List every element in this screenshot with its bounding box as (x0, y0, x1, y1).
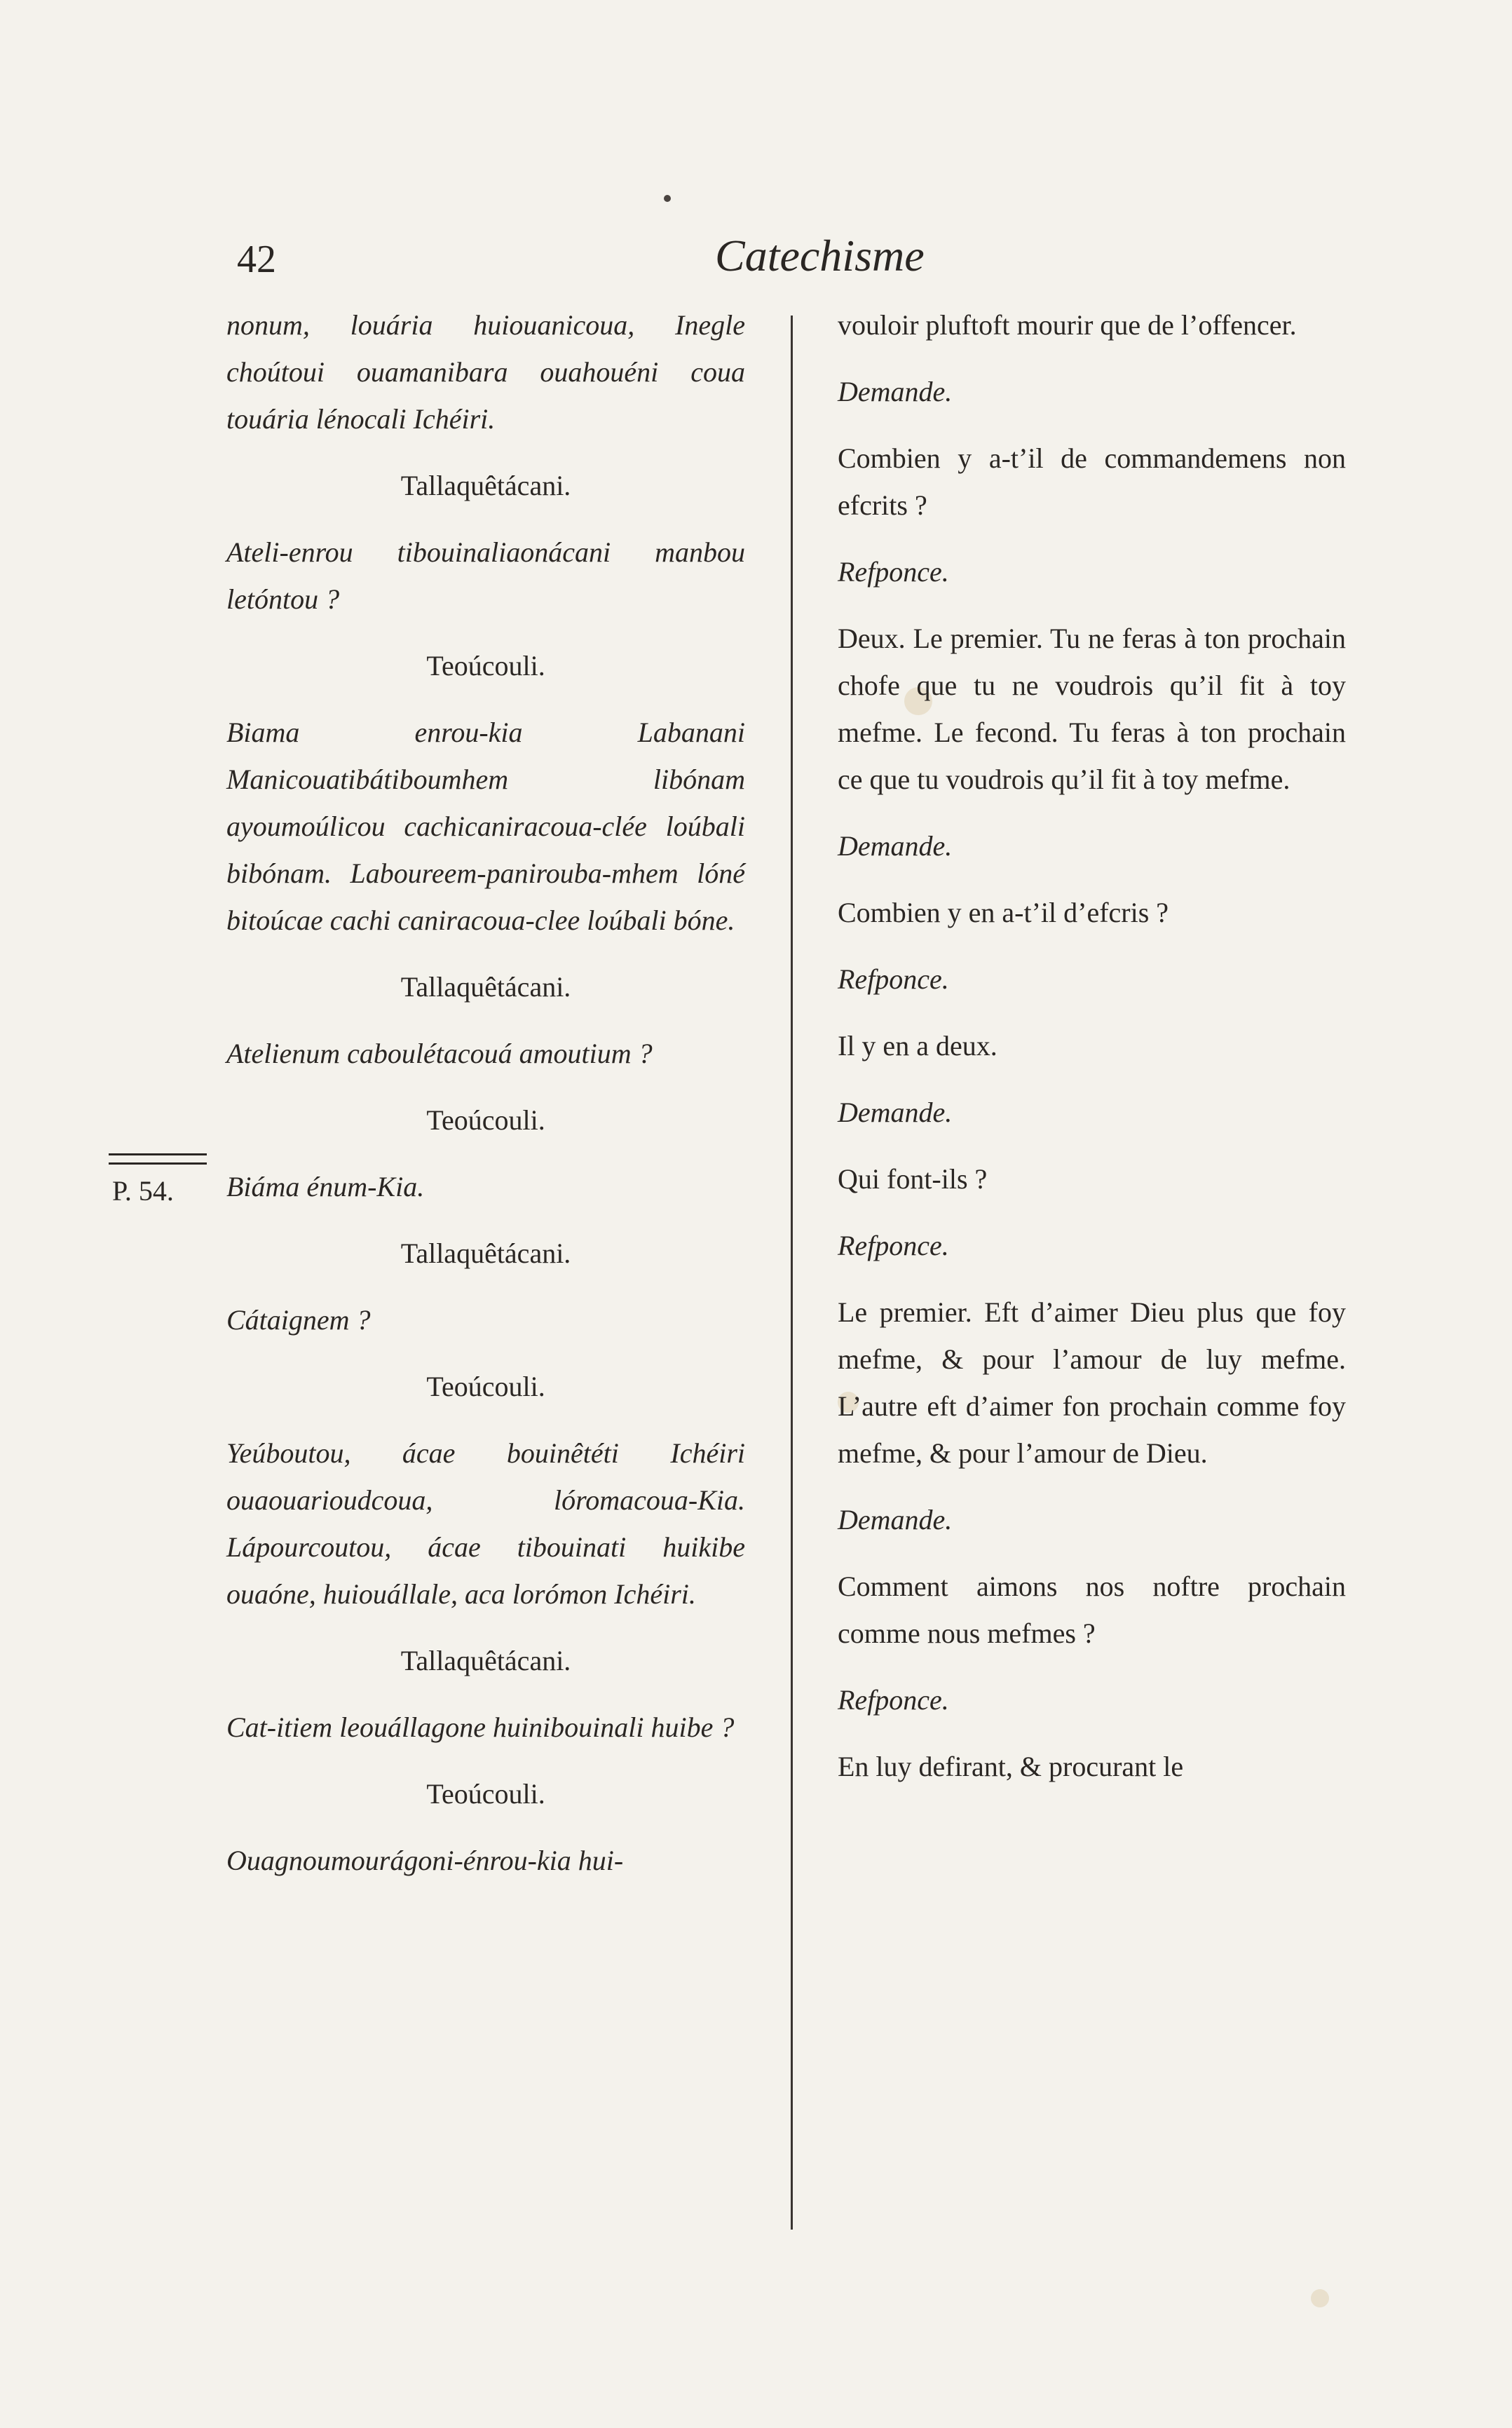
speaker-heading: Tallaquêtácani. (400, 470, 571, 501)
question: Cat-itiem leouállagone huinibouinali huibe ? (226, 1711, 735, 1743)
question: Combien y a-t’il de commandemens non efcrits ? (838, 442, 1346, 521)
reponse-heading: Refponce. (838, 556, 949, 588)
left-column-carib (226, 301, 745, 1884)
speaker-heading: Teoúcouli. (426, 650, 545, 681)
margin-rule (109, 1153, 207, 1165)
answer: En luy defirant, & procurant le (838, 1751, 1184, 1782)
question: Comment aimons nos noftre prochain comme nous mefmes ? (838, 1571, 1346, 1649)
margin-page-reference: P. 54. (112, 1175, 174, 1207)
speaker-heading: Tallaquêtácani. (400, 1237, 571, 1269)
speaker-heading: Tallaquêtácani. (400, 971, 571, 1003)
column-divider (791, 316, 793, 2230)
demande-heading: Demande. (838, 1097, 953, 1128)
demande-heading: Demande. (838, 376, 953, 407)
paragraph: vouloir pluftoft mourir que de l’offencer. (838, 309, 1297, 341)
answer: Biáma énum-Kia. (226, 1171, 425, 1202)
reponse-heading: Refponce. (838, 1230, 949, 1261)
ink-dot (664, 195, 671, 202)
demande-heading: Demande. (838, 1504, 953, 1535)
question: Cátaignem ? (226, 1304, 371, 1336)
speaker-heading: Teoúcouli. (426, 1371, 545, 1402)
question: Ateli-enrou tibouinaliaonácani manbou letóntou ? (226, 536, 745, 615)
question: Combien y en a-t’il d’efcris ? (838, 897, 1169, 928)
question: Qui font-ils ? (838, 1163, 988, 1195)
question: Atelienum caboulétacouá amoutium ? (226, 1038, 653, 1069)
speaker-heading: Teoúcouli. (426, 1104, 545, 1136)
demande-heading: Demande. (838, 830, 953, 862)
answer: Biama enrou-kia Labanani Manicouatibátiboumhem libónam ayoumoúlicou cachicaniracoua-clée loúbali bibónam. Laboureem-panirouba-mhem lóné bitoúcae cachi caniracoua-clee loúbali bóne. (226, 717, 745, 936)
foxing-stain (1311, 2289, 1329, 2307)
speaker-heading: Teoúcouli. (426, 1778, 545, 1810)
answer: Il y en a deux. (838, 1030, 997, 1062)
running-title: Catechisme (715, 231, 925, 280)
page-number: 42 (237, 238, 276, 281)
answer: Deux. Le premier. Tu ne feras à ton prochain chofe que tu ne voudrois qu’il fit à toy mefme. Le fecond. Tu feras à ton prochain ce que tu voudrois qu’il fit à toy mefme. (838, 623, 1346, 795)
paragraph: nonum, louária huiouanicoua, Inegle choútoui ouamanibara ouahouéni coua touária lénocali Ichéiri. (226, 309, 745, 435)
reponse-heading: Refponce. (838, 1684, 949, 1716)
right-column-french (838, 301, 1346, 1790)
reponse-heading: Refponce. (838, 963, 949, 995)
answer: Yeúboutou, ácae bouinêtéti Ichéiri ouaouarioudcoua, lóromacoua-Kia. Lápourcoutou, ácae tibouinati huikibe ouaóne, huiouállale, aca lorómon Ichéiri. (226, 1437, 745, 1610)
answer: Le premier. Eft d’aimer Dieu plus que foy mefme, & pour l’amour de luy mefme. L’autre eft d’aimer fon prochain comme foy mefme, & pour l’amour de Dieu. (838, 1296, 1346, 1469)
running-header (231, 223, 1248, 286)
speaker-heading: Tallaquêtácani. (400, 1645, 571, 1676)
answer: Ouagnoumourágoni-énrou-kia hui- (226, 1845, 624, 1876)
